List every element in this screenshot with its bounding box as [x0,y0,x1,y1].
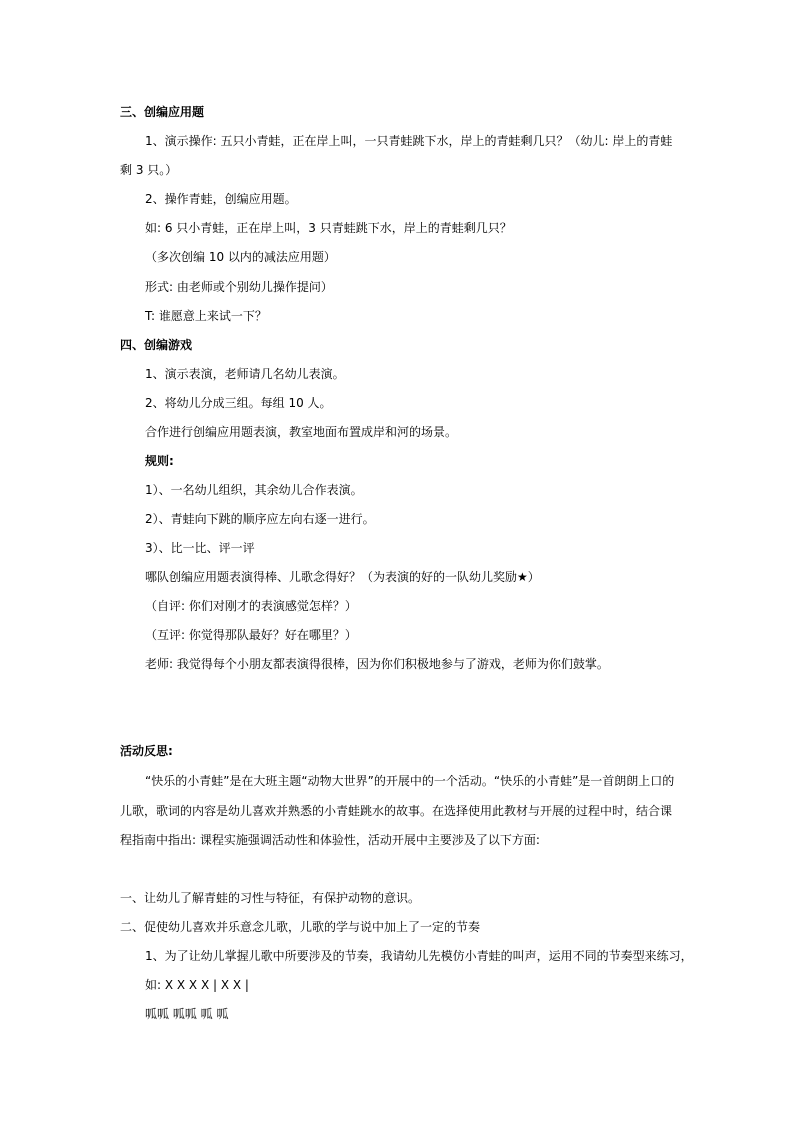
paragraph: （互评: 你觉得那队最好？好在哪里？） [145,628,357,642]
paragraph: 剩 3 只。） [120,163,178,177]
list-item: 一、让幼儿了解青蛙的习性与特征，有保护动物的意识。 [120,891,421,905]
paragraph: 形式: 由老师或个别幼儿操作提问） [145,280,333,294]
list-item: 二、促使幼儿喜欢并乐意念儿歌，儿歌的学与说中加上了一定的节奏 [120,920,481,934]
rules-heading: 规则: [145,454,174,468]
reflection-heading: 活动反思: [120,744,173,758]
rhythm-sounds: 呱呱 呱呱 呱 呱 [145,1007,229,1021]
paragraph: 2、将幼儿分成三组。每组 10 人。 [145,396,332,410]
paragraph: 程指南中指出: 课程实施强调活动性和体验性，活动开展中主要涉及了以下方面: [120,833,540,847]
rule-item: 2）、青蛙向下跳的顺序应左向右逐一进行。 [145,512,375,526]
paragraph: 儿歌，歌词的内容是幼儿喜欢并熟悉的小青蛙跳水的故事。在选择使用此教材与开展的过程中时，结合课 [120,804,673,818]
rule-item: 1）、一名幼儿组织，其余幼儿合作表演。 [145,483,363,497]
paragraph: （自评: 你们对刚才的表演感觉怎样？） [145,599,357,613]
paragraph: 如: 6 只小青蛙，正在岸上叫，3 只青蛙跳下水，岸上的青蛙剩几只？ [145,221,512,235]
paragraph: 合作进行创编应用题表演，教室地面布置成岸和河的场景。 [145,425,458,439]
paragraph: 1、为了让幼儿掌握儿歌中所要涉及的节奏，我请幼儿先模仿小青蛙的叫声，运用不同的节奏型来练习， [145,949,693,963]
paragraph: 2、操作青蛙，创编应用题。 [145,192,297,206]
paragraph: 1、演示表演，老师请几名幼儿表演。 [145,367,345,381]
section-heading-3: 三、创编应用题 [120,105,205,119]
rhythm-notation: 如: X X X X | X X | [145,978,249,992]
paragraph: T: 谁愿意上来试一下？ [145,309,267,323]
paragraph: 1、演示操作: 五只小青蛙，正在岸上叫，一只青蛙跳下水，岸上的青蛙剩几只？（幼儿: 岸上的青蛙 [145,134,673,148]
section-heading-4: 四、创编游戏 [120,338,193,352]
paragraph: 老师: 我觉得每个小朋友都表演得很棒，因为你们积极地参与了游戏，老师为你们鼓掌。 [145,657,609,671]
paragraph: “快乐的小青蛙”是在大班主题“动物大世界”的开展中的一个活动。“快乐的小青蛙”是一首朗朗上口的 [145,774,675,788]
paragraph: 哪队创编应用题表演得棒、儿歌念得好？（为表演的好的一队幼儿奖励★） [145,570,540,584]
rule-item: 3）、比一比、评一评 [145,541,255,555]
paragraph: （多次创编 10 以内的减法应用题） [145,250,336,264]
